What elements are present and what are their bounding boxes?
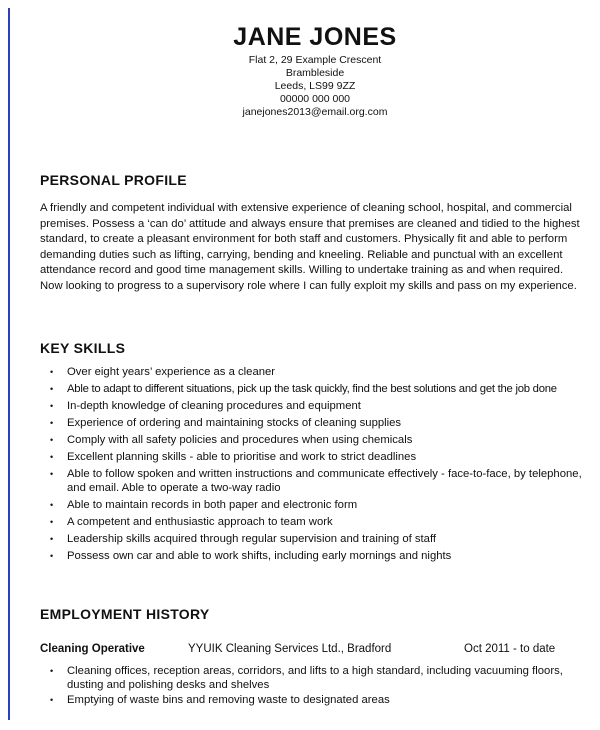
skill-text: In-depth knowledge of cleaning procedures and equipment [67, 400, 361, 412]
key-skills-heading: KEY SKILLS [40, 340, 126, 356]
job-dates: Oct 2011 - to date [464, 643, 556, 655]
resume-header [0, 22, 600, 119]
duty-item [40, 694, 590, 708]
skill-text: Able to follow spoken and written instructions and communicate effectively - face-to-face, by telephone, and email. Able to operate a two-way radio [67, 468, 582, 494]
duty-item [40, 665, 590, 692]
duty-text: Cleaning offices, reception areas, corridors, and lifts to a high standard, including vacuuming floors, dusting and polishing desks and shelves [67, 665, 563, 691]
bullet-icon: • [50, 435, 54, 445]
bullet-icon: • [50, 418, 54, 428]
phone-number: 00000 000 000 [279, 93, 351, 105]
bullet-icon: • [50, 550, 54, 561]
bullet-icon: • [50, 666, 54, 676]
candidate-name: JANE JONES [233, 23, 397, 51]
job-company: YYUIK Cleaning Services Ltd., Bradford [188, 643, 392, 655]
bullet-icon: • [50, 401, 54, 411]
bullet-icon: • [50, 469, 54, 479]
skill-item [40, 533, 590, 547]
duty-text: Emptying of waste bins and removing waste to designated areas [67, 694, 390, 706]
skill-text: Comply with all safety policies and procedures when using chemicals [67, 434, 413, 446]
skill-text: Over eight years’ experience as a cleaner [67, 366, 276, 378]
key-skills-list [40, 366, 590, 567]
skill-item [40, 451, 590, 465]
bullet-icon: • [50, 367, 54, 377]
address-line-1: Flat 2, 29 Example Crescent [248, 54, 382, 66]
skill-text: Leadership skills acquired through regular supervision and training of staff [67, 532, 437, 545]
bullet-icon: • [50, 516, 54, 527]
bullet-icon: • [50, 452, 54, 462]
bullet-icon: • [50, 499, 54, 510]
bullet-icon: • [50, 695, 54, 705]
skill-text: A competent and enthusiastic approach to team work [67, 515, 333, 528]
bullet-icon: • [50, 384, 53, 394]
skill-item [40, 434, 590, 448]
skill-text: Excellent planning skills - able to prioritise and work to strict deadlines [67, 451, 417, 463]
skill-text: Possess own car and able to work shifts, including early mornings and nights [67, 549, 452, 562]
personal-profile-text: A friendly and competent individual with extensive experience of cleaning school, hospital, and commercial premises. Possess a ‘can do’ attitude and always ensure that premises are cleaned and tidied to the highest standard, to create a pleasant environment for both staff and customers. Physically fit and able to perform demanding duties such as lifting, carrying, bending and kneeling. Reliable and punctual with an excellent attendance record and good time management skills. Willing to undertake training as and when required. Now looking to progress to a supervisory role where I can fully exploit my skills and pass on my experience. [40, 202, 580, 292]
cropped-text-line [66, 717, 516, 721]
skill-item [40, 468, 590, 495]
skill-item [40, 366, 590, 380]
skill-item [40, 516, 590, 530]
job-duties-list [40, 665, 590, 710]
address-line-2: Brambleside [285, 67, 345, 79]
skill-item [40, 383, 590, 397]
job-title: Cleaning Operative [40, 643, 145, 655]
skill-item [40, 499, 590, 513]
employment-history-heading: EMPLOYMENT HISTORY [40, 606, 210, 622]
skill-item [40, 417, 590, 431]
address-line-3: Leeds, LS99 9ZZ [274, 80, 356, 92]
skill-text: Able to adapt to different situations, pick up the task quickly, find the best solutions and get the job done [67, 383, 557, 395]
bullet-icon: • [50, 533, 54, 544]
personal-profile-heading: PERSONAL PROFILE [40, 172, 187, 188]
skill-text: Experience of ordering and maintaining stocks of cleaning supplies [67, 417, 402, 429]
email-address: janejones2013@email.org.com [242, 106, 388, 118]
skill-item [40, 400, 590, 414]
skill-item [40, 550, 590, 564]
skill-text: Able to maintain records in both paper and electronic form [67, 498, 358, 511]
